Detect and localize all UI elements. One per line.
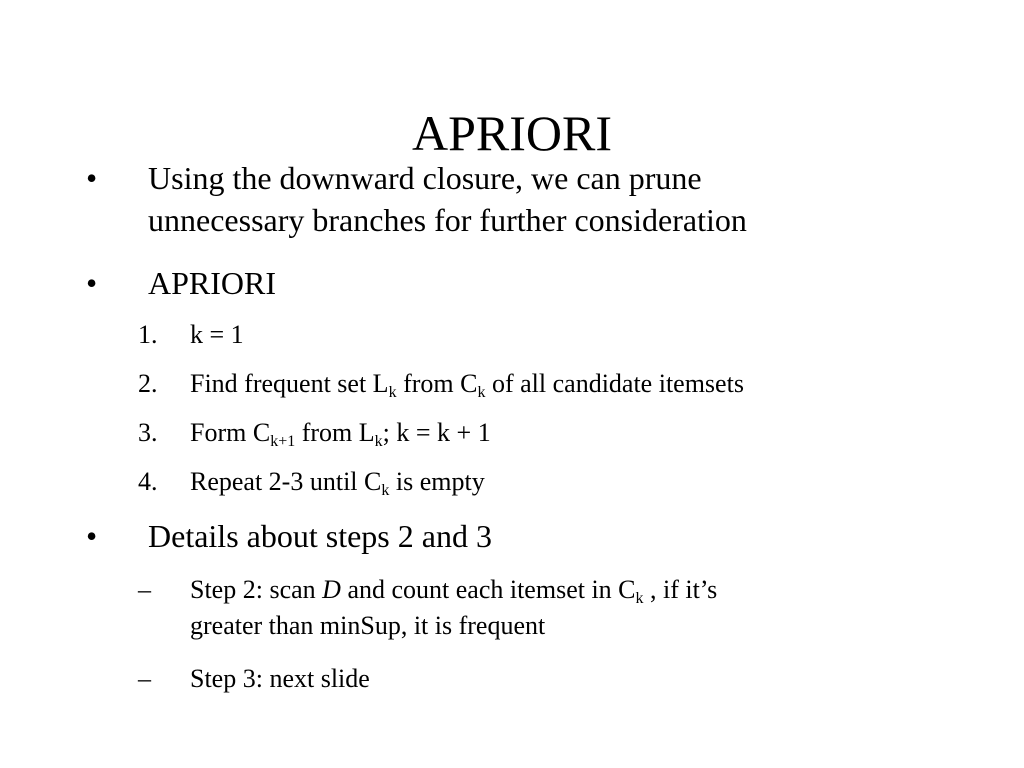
step-number: 1. xyxy=(138,320,158,349)
bullet-text-line-2: unnecessary branches for further consideration xyxy=(148,202,747,238)
step-text-a: Form C xyxy=(190,418,271,447)
detail-item-step-3 xyxy=(138,661,950,697)
step-number: 4. xyxy=(138,467,158,496)
bullet-icon: • xyxy=(86,265,98,301)
bullet-text-line-1: Using the downward closure, we can prune xyxy=(148,160,702,196)
step-item-2 xyxy=(138,366,950,402)
detail-text-b: and count each itemset in C xyxy=(340,575,636,604)
bullet-details xyxy=(86,515,948,557)
step-number: 2. xyxy=(138,369,158,398)
subscript: k+1 xyxy=(270,433,296,450)
step-number: 3. xyxy=(138,418,158,447)
step-text-b: from C xyxy=(396,369,478,398)
step-item-3 xyxy=(138,415,950,451)
step-text-c: of all candidate itemsets xyxy=(485,369,744,398)
subscript: k xyxy=(477,384,486,401)
italic-d: D xyxy=(322,575,341,604)
step-text-c: ; k = k + 1 xyxy=(382,418,491,447)
bullet-text: Details about steps 2 and 3 xyxy=(148,518,492,554)
detail-text-c: , if it’s xyxy=(643,575,718,604)
step-text-a: Find frequent set L xyxy=(190,369,389,398)
detail-text-line-2: greater than minSup, it is frequent xyxy=(190,611,546,640)
bullet-text: APRIORI xyxy=(148,265,277,301)
subscript: k xyxy=(388,384,397,401)
step-text-a: Repeat 2-3 until C xyxy=(190,467,382,496)
step-item-4 xyxy=(138,464,950,500)
dash-icon: – xyxy=(138,664,151,693)
bullet-downward-closure xyxy=(86,157,948,241)
step-item-1 xyxy=(138,317,950,353)
step-text-b: from L xyxy=(295,418,375,447)
detail-text-a: Step 2: scan xyxy=(190,575,323,604)
step-text: k = 1 xyxy=(190,320,244,349)
detail-item-step-2 xyxy=(138,572,950,644)
subscript: k xyxy=(381,482,390,499)
bullet-apriori xyxy=(86,262,948,304)
subscript: k xyxy=(635,590,644,607)
slide-title: APRIORI xyxy=(411,105,613,161)
bullet-icon: • xyxy=(86,518,98,554)
detail-text: Step 3: next slide xyxy=(190,664,370,693)
bullet-icon: • xyxy=(86,160,98,196)
step-text-b: is empty xyxy=(389,467,485,496)
subscript: k xyxy=(374,433,383,450)
dash-icon: – xyxy=(138,575,151,604)
